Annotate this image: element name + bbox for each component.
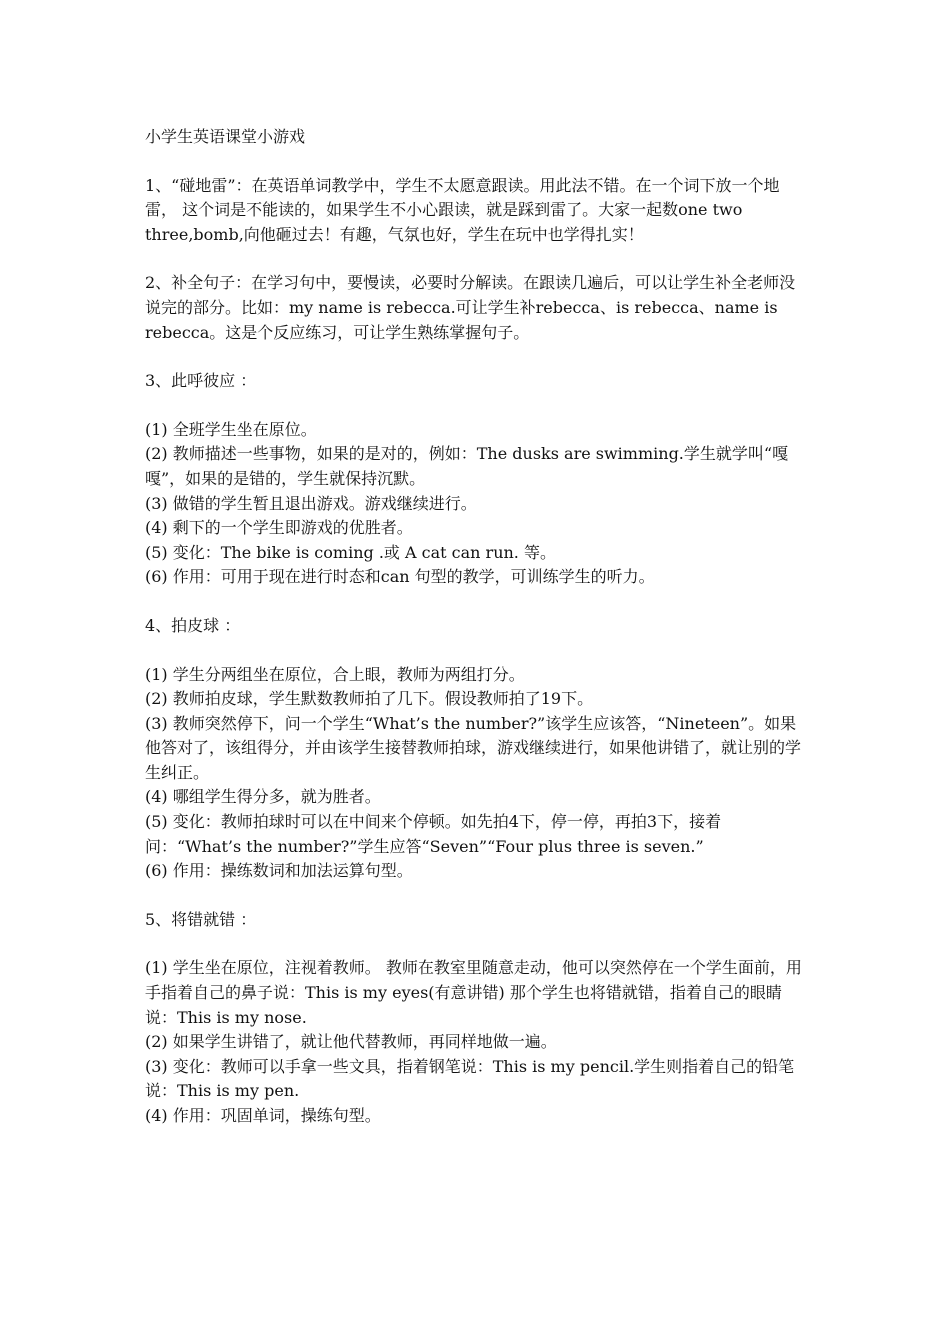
game-4-steps <box>145 663 810 884</box>
list-item: (3) 教师突然停下，问一个学生“What’s the number?”该学生应该答，“Nineteen”。如果他答对了，该组得分，并由该学生接替教师拍球，游戏继续进行，如果他讲错了，就让别的学生纠正。 <box>145 713 802 782</box>
game-3-heading: 3、此呼彼应 ： <box>145 371 257 391</box>
list-item: (5) 变化：The bike is coming .或 A cat can run. 等。 <box>145 542 556 562</box>
list-item: (1) 学生分两组坐在原位，合上眼，教师为两组打分。 <box>145 664 525 684</box>
list-item: (3) 做错的学生暂且退出游戏。游戏继续进行。 <box>145 493 477 513</box>
list-item: (5) 变化：教师拍球时可以在中间来个停顿。如先拍4下，停一停，再拍3下，接着问：“What’s the number?”学生应答“Seven”“Four plus three is seven.” <box>145 812 722 856</box>
list-item: (4) 作用：巩固单词，操练句型。 <box>145 1106 381 1125</box>
list-item: (1) 全班学生坐在原位。 <box>145 419 317 439</box>
game-4-heading: 4、拍皮球 ： <box>145 615 241 635</box>
list-item: (2) 教师拍皮球，学生默数教师拍了几下。假设教师拍了19下。 <box>145 689 594 709</box>
document-title: 小学生英语课堂小游戏 <box>145 127 306 146</box>
list-item: (3) 变化：教师可以手拿一些文具，指着钢笔说：This is my pencil.学生则指着自己的铅笔说：This is my pen. <box>145 1056 795 1101</box>
game-3-steps <box>145 418 810 590</box>
list-item: (1) 学生坐在原位，注视着教师。 教师在教室里随意走动，他可以突然停在一个学生面前，用手指着自己的鼻子说：This is my eyes(有意讲错) 那个学生也将错就错，指着自己的眼睛说：This is my nose. <box>145 958 802 1027</box>
document-page <box>145 125 810 1153</box>
list-item: (4) 剩下的一个学生即游戏的优胜者。 <box>145 518 413 538</box>
game-1-paragraph: 1、“碰地雷”：在英语单词教学中，学生不太愿意跟读。用此法不错。在一个词下放一个地雷， 这个词是不能读的，如果学生不小心跟读，就是踩到雷了。大家一起数one two three,bomb,向他砸过去！有趣，气氛也好，学生在玩中也学得扎实！ <box>145 175 780 244</box>
game-2-paragraph: 2、补全句子：在学习句中，要慢读，必要时分解读。在跟读几遍后，可以让学生补全老师没说完的部分。比如：my name is rebecca.可让学生补rebecca、is rebecca、name is rebecca。这是个反应练习，可让学生熟练掌握句子。 <box>145 273 796 342</box>
list-item: (2) 如果学生讲错了，就让他代替教师，再同样地做一遍。 <box>145 1032 557 1052</box>
list-item: (4) 哪组学生得分多，就为胜者。 <box>145 787 381 807</box>
list-item: (6) 作用：可用于现在进行时态和can 句型的教学，可训练学生的听力。 <box>145 567 655 587</box>
list-item: (6) 作用：操练数词和加法运算句型。 <box>145 861 413 881</box>
game-5-steps <box>145 956 810 1128</box>
game-5-heading: 5、将错就错 ： <box>145 909 257 929</box>
list-item: (2) 教师描述一些事物，如果的是对的，例如：The dusks are swimming.学生就学叫“嘎嘎”，如果的是错的，学生就保持沉默。 <box>145 444 789 488</box>
